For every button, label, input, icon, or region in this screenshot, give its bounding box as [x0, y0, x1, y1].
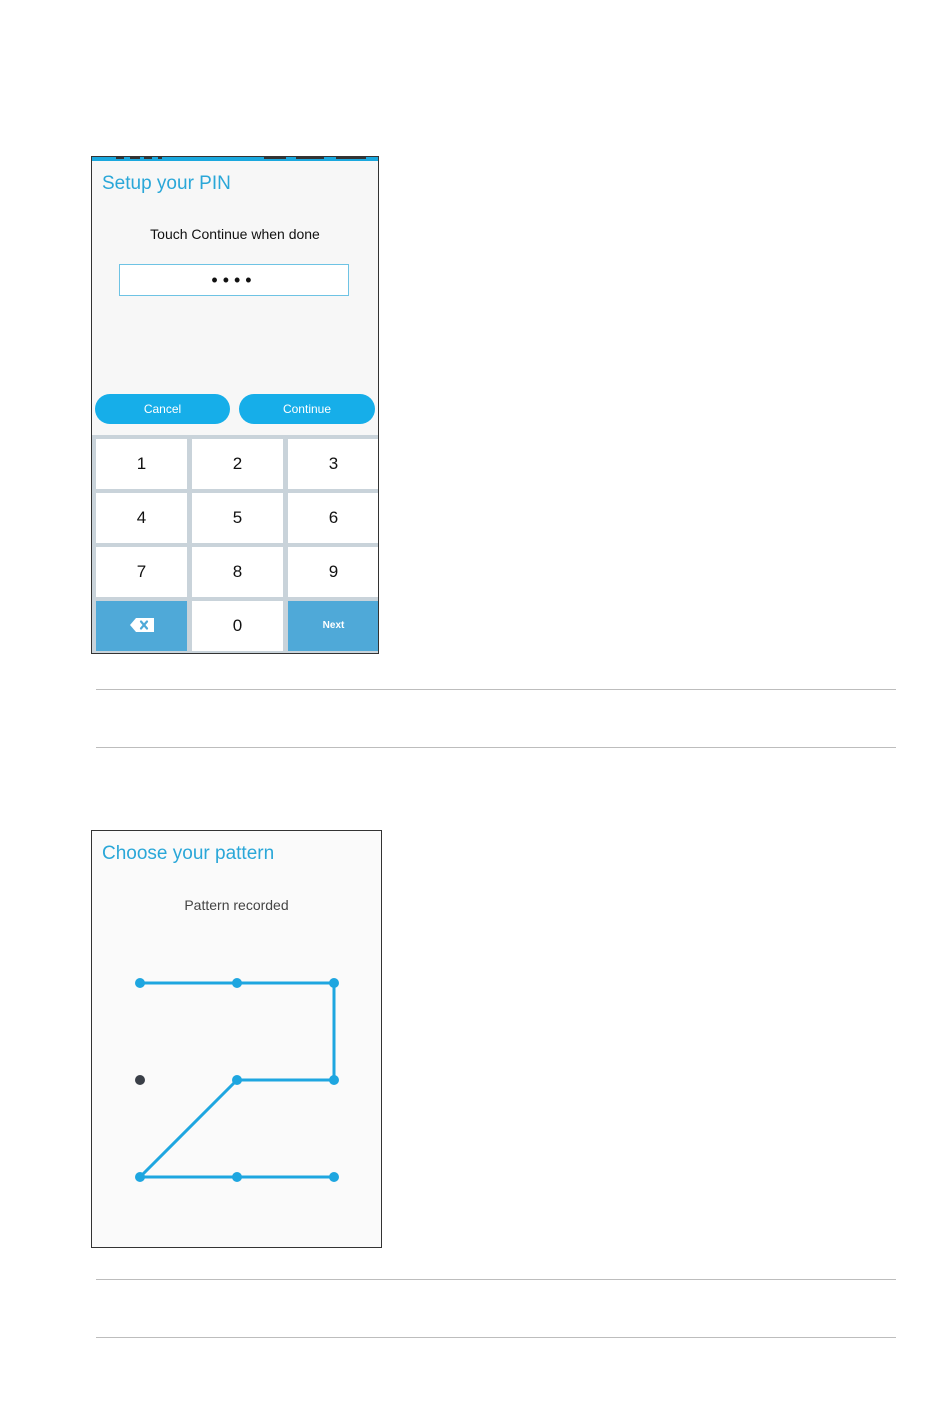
key-7[interactable]: 7 [96, 547, 187, 597]
pattern-setup-screen [91, 830, 382, 1248]
pattern-dot-5[interactable] [232, 1075, 242, 1085]
backspace-key[interactable] [96, 601, 187, 651]
pattern-dot-7[interactable] [135, 1172, 145, 1182]
key-1[interactable]: 1 [96, 439, 187, 489]
pattern-dot-6[interactable] [329, 1075, 339, 1085]
pin-instruction: Touch Continue when done [150, 226, 320, 242]
pattern-grid[interactable] [92, 831, 381, 1247]
key-9[interactable]: 9 [288, 547, 379, 597]
pattern-dot-4[interactable] [135, 1075, 145, 1085]
key-0[interactable]: 0 [192, 601, 283, 651]
key-6[interactable]: 6 [288, 493, 379, 543]
pattern-dot-9[interactable] [329, 1172, 339, 1182]
page-title: Setup your PIN [102, 173, 231, 194]
key-2[interactable]: 2 [192, 439, 283, 489]
divider [96, 1279, 896, 1280]
pattern-dot-3[interactable] [329, 978, 339, 988]
pin-input[interactable]: •••• [119, 264, 349, 296]
numeric-keypad [92, 435, 378, 653]
key-3[interactable]: 3 [288, 439, 379, 489]
pattern-segment [140, 1080, 237, 1177]
page-title: Choose your pattern [102, 843, 275, 864]
continue-button[interactable]: Continue [239, 394, 375, 424]
divider [96, 1337, 896, 1338]
divider [96, 747, 896, 748]
pattern-status: Pattern recorded [184, 897, 289, 913]
pattern-dot-8[interactable] [232, 1172, 242, 1182]
pattern-dot-1[interactable] [135, 978, 145, 988]
backspace-icon [130, 618, 154, 632]
pattern-dot-2[interactable] [232, 978, 242, 988]
key-4[interactable]: 4 [96, 493, 187, 543]
divider [96, 689, 896, 690]
status-bar [92, 157, 378, 161]
key-5[interactable]: 5 [192, 493, 283, 543]
next-key[interactable]: Next [288, 601, 379, 651]
pin-setup-screen [91, 156, 379, 654]
key-8[interactable]: 8 [192, 547, 283, 597]
cancel-button[interactable]: Cancel [95, 394, 230, 424]
